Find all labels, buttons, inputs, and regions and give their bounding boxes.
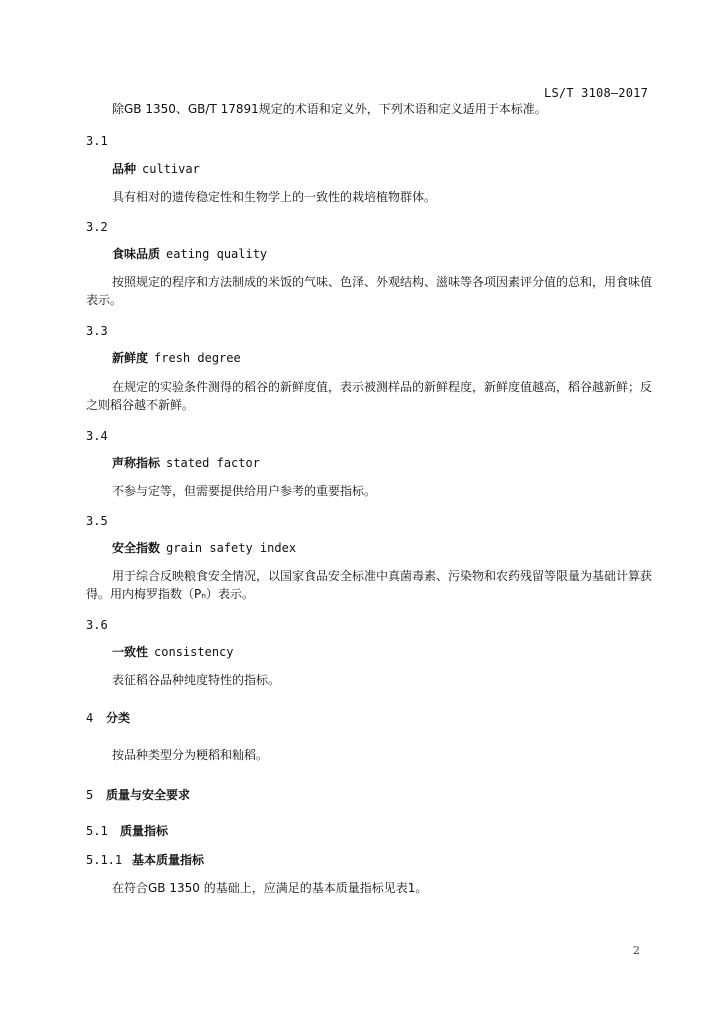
term-name-zh: 一致性: [112, 645, 149, 659]
term-number: 3.5: [86, 514, 108, 528]
term-name-zh: 品种: [112, 162, 137, 176]
section-number: 4: [86, 711, 94, 725]
term-number: 3.6: [86, 618, 108, 632]
term-definition: 按照规定的程序和方法制成的米饭的气味、色泽、外观结构、滋味等各项因素评分值的总和，用食味值表示。: [86, 275, 653, 307]
term-definition: 不参与定等，但需要提供给用户参考的重要指标。: [112, 484, 377, 498]
term-title: [112, 245, 267, 263]
section-number: 5: [86, 788, 94, 802]
term-name-zh: 声称指标: [112, 456, 161, 470]
term-number: 3.4: [86, 429, 108, 443]
term-name-zh: 安全指数: [112, 541, 161, 555]
term-number: 3.2: [86, 220, 108, 234]
subsection-heading: [86, 851, 204, 869]
term-name-en: consistency: [154, 645, 234, 659]
term-title: [112, 539, 296, 557]
section-number: 5.1: [86, 824, 108, 838]
term-name-en: eating quality: [166, 247, 268, 261]
term-definition: 用于综合反映粮食安全情况，以国家食品安全标准中真菌毒素、污染物和农药残留等限量为基础计算获得。用内梅罗指数（Pₙ）表示。: [86, 569, 653, 601]
term-title: [112, 349, 241, 367]
page-number: 2: [633, 944, 640, 957]
term-name-zh: 食味品质: [112, 247, 161, 261]
term-definition: 表征稻谷品种纯度特性的指标。: [112, 673, 281, 687]
section-heading: [86, 709, 130, 727]
term-number: 3.3: [86, 324, 108, 338]
term-title: [112, 454, 260, 472]
section-title: 质量指标: [120, 824, 169, 838]
section-heading: [86, 786, 190, 804]
term-name-en: grain safety index: [166, 541, 297, 555]
term-definition: 具有相对的遗传稳定性和生物学上的一致性的栽培植物群体。: [112, 190, 437, 204]
term-name-zh: 新鲜度: [112, 351, 149, 365]
subsection-heading: [86, 822, 168, 840]
section-number: 5.1.1: [86, 853, 123, 867]
standard-code: LS/T 3108—2017: [544, 86, 648, 100]
term-name-en: stated factor: [166, 456, 260, 470]
section-title: 质量与安全要求: [106, 788, 191, 802]
term-definition: 在规定的实验条件测得的稻谷的新鲜度值，表示被测样品的新鲜程度，新鲜度值越高，稻谷越新鲜；反之则稻谷越不新鲜。: [86, 380, 653, 412]
term-title: [112, 643, 234, 661]
term-name-en: fresh degree: [154, 351, 241, 365]
term-title: [112, 160, 200, 178]
section-title: 基本质量指标: [132, 853, 205, 867]
section-body: 在符合GB 1350 的基础上，应满足的基本质量指标见表1。: [112, 881, 428, 895]
term-name-en: cultivar: [142, 162, 200, 176]
section-body: 按品种类型分为粳稻和籼稻。: [112, 748, 269, 762]
term-number: 3.1: [86, 134, 108, 148]
section-title: 分类: [106, 711, 131, 725]
terms-intro-paragraph: 除GB 1350、GB/T 17891规定的术语和定义外，下列术语和定义适用于本标准。: [112, 102, 547, 116]
